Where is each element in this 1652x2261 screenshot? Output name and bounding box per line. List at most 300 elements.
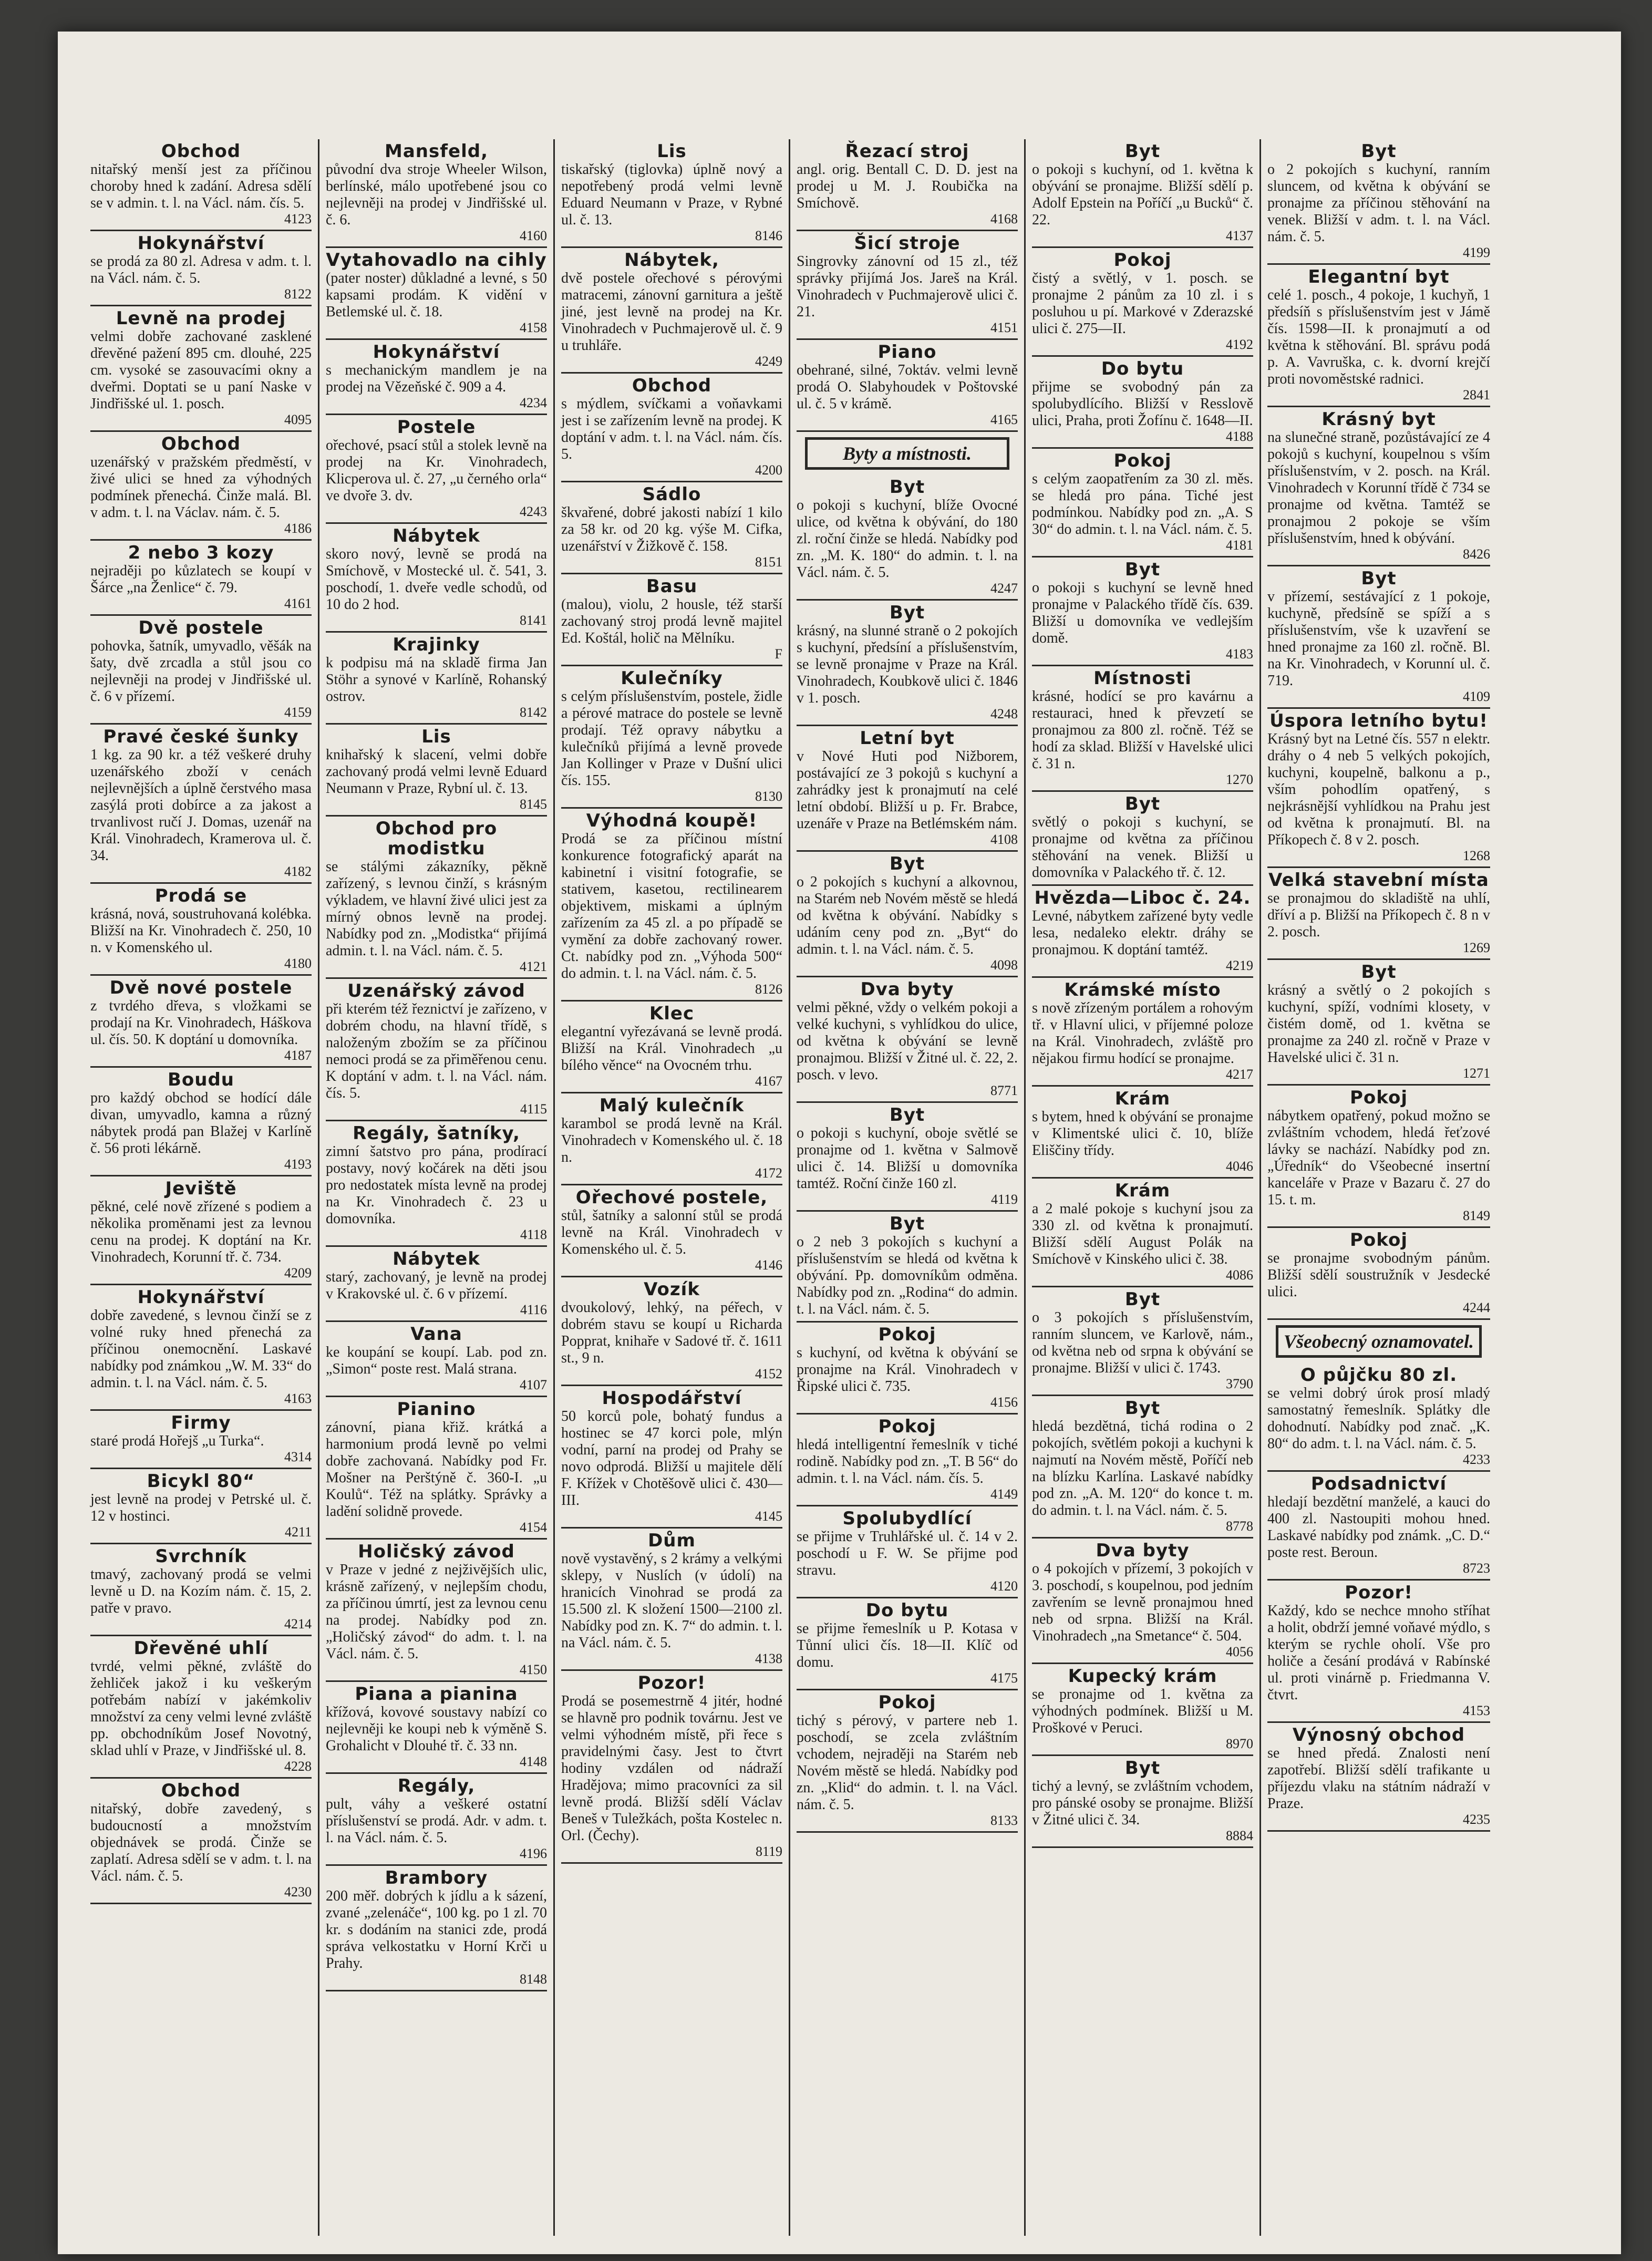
ad-heading: Kupecký krám (1068, 1666, 1217, 1687)
ad-number: 8884 (1226, 1828, 1253, 1843)
ad-text: velmi dobře zachované zasklené dřevěné pažení 895 cm. dlouhé, 225 cm. vysoké se zasouvacími okny a dveřmi. Doptati se u paní Naske v Jindřišské ul. 1. posch. (90, 328, 312, 412)
ad-heading: Obchod pro modistku (375, 818, 498, 859)
classified-ad (1032, 357, 1253, 449)
classified-ad (1267, 566, 1490, 709)
ad-heading: Dva byty (1096, 1540, 1190, 1561)
classified-ad (326, 248, 547, 340)
classified-ad (1032, 1664, 1253, 1756)
ad-text: o pokoji s kuchyní, od 1. května k obývání se pronajme. Bližší sdělí p. Adolf Epstein na Poříčí „u Bucků“ č. 22. (1032, 161, 1253, 228)
classified-ad (326, 979, 547, 1121)
ad-text: hledá bezdětná, tichá rodina o 2 pokojích, světlém pokoji a kuchyni k najmutí na Novém městě, Poříčí neb na blízku Karlína. Laskavé nabídky pod zn. „A. M. 120“ do konce t. m. do admin. t. l. na Václ. nám. č. 5. (1032, 1418, 1253, 1519)
ad-heading: Úspora letního bytu! (1269, 710, 1488, 731)
ad-number: 4121 (520, 959, 547, 974)
classified-ad (797, 726, 1018, 852)
ad-text: tichý a levný, se zvláštním vchodem, pro pánské osoby se pronajme. Bližší v Žitné ulici č. 34. (1032, 1778, 1253, 1828)
ad-text: elegantní vyřezávaná se levně prodá. Bližší na Král. Vinohradech „u bílého věnce“ na Ovocném trhu. (561, 1024, 782, 1073)
ad-text: křížová, kovové soustavy nabízí co nejlevněji ke koupi neb k výměně S. Grohalicht v Dlouhé tř. č. 33 nn. (326, 1704, 547, 1754)
ad-number: 8970 (1226, 1736, 1253, 1751)
ad-number: 4115 (520, 1101, 547, 1117)
ad-heading: Byt (1124, 1758, 1161, 1779)
ad-number: 4118 (520, 1227, 547, 1242)
classified-ad (1267, 868, 1490, 960)
ad-text: k podpisu má na skladě firma Jan Stöhr a synové v Karlíně, Rohanský ostrov. (326, 655, 547, 705)
ad-number: 4233 (1463, 1452, 1490, 1467)
classified-ad (797, 1690, 1018, 1833)
ad-heading: Pozor! (637, 1672, 706, 1694)
classified-ad (1032, 792, 1253, 886)
ad-heading: Hospodářství (602, 1388, 742, 1409)
ad-number: 4180 (284, 956, 312, 971)
ad-number: 8130 (755, 789, 782, 804)
ad-heading: Dvě nové postele (109, 977, 293, 998)
ad-number: 4056 (1226, 1644, 1253, 1659)
ad-heading: Levně na prodej (116, 308, 286, 329)
ad-heading: Byt (889, 602, 925, 623)
ad-number: 4235 (1463, 1812, 1490, 1827)
column-1 (84, 139, 319, 2236)
ad-heading: Nábytek (393, 1248, 480, 1269)
ad-heading: Holičský závod (358, 1541, 515, 1562)
ad-heading: Klec (649, 1003, 695, 1024)
ad-number: 4211 (284, 1524, 312, 1540)
ad-text: zimní šatstvo pro pána, prodírací postavy, nový kočárek na děti jsou pro nedostatek místa levně na prodej na Kr. Vinohradech č. 23 u domovníka. (326, 1143, 547, 1227)
ad-number: 4219 (1226, 958, 1253, 973)
ad-heading: Obchod (161, 141, 241, 162)
ad-text: se pronajme od 1. května za výhodných podmínek. Bližší u M. Proškové v Peruci. (1032, 1686, 1253, 1736)
ad-number: 4159 (284, 705, 312, 720)
ad-heading: Hokynářství (137, 1287, 265, 1308)
ad-text: se velmi dobrý úrok prosí mladý samostatný řemeslník. Splátky dle dohodnutí. Nabídky pod znač. „K. 80“ do adm. t. l. na Václ. nám. č. 5. (1267, 1385, 1490, 1452)
ad-number: 1270 (1226, 772, 1253, 787)
ad-number: 4200 (755, 462, 782, 478)
classified-ad (797, 1506, 1018, 1598)
ad-number: 4209 (284, 1265, 312, 1281)
ad-text: krásná, nová, soustruhovaná kolébka. Bližší na Kr. Vinohradech č. 250, 10 n. v Komenského ul. (90, 906, 312, 956)
classified-ad (1032, 886, 1253, 978)
ad-heading: Svrchník (155, 1546, 247, 1567)
column-2 (319, 139, 555, 2236)
ad-text: celé 1. posch., 4 pokoje, 1 kuchyň, 1 předsíň s příslušenstvím jest v Jámě čís. 1598—II. k pronajmutí a od května k stěhování. Bl. správu podá p. A. Vavruška, c. k. dvorní krejčí proti novoměstské radnici. (1267, 287, 1490, 387)
ad-number: 4145 (755, 1509, 782, 1524)
ad-heading: Byt (1124, 1398, 1161, 1419)
ad-number: 8426 (1463, 546, 1490, 562)
classified-ad (326, 1540, 547, 1682)
ad-text: pro každý obchod se hodící dále divan, umyvadlo, kamna a různý nábytek prodá pan Blažej v Karlíně č. 56 proti lékárně. (90, 1090, 312, 1157)
classified-ad (561, 1277, 782, 1386)
ad-number: 4181 (1226, 538, 1253, 553)
ad-number: 1271 (1463, 1066, 1490, 1081)
ad-heading: Prodá se (154, 885, 247, 906)
classified-ad (797, 1212, 1018, 1323)
ad-text: krásný a světlý o 2 pokojích s kuchyní, spíží, vodními klosety, v čistém domě, od 1. května se pronajme za 240 zl. ročně v Praze v Havelské ulici č. 31 n. (1267, 982, 1490, 1066)
ad-number: 8149 (1463, 1208, 1490, 1223)
ad-heading: Spolubydlící (842, 1508, 972, 1529)
classified-ad (326, 1397, 547, 1540)
ad-heading: Hokynářství (373, 342, 500, 363)
ad-heading: Obchod (632, 375, 712, 396)
ad-text: z tvrdého dřeva, s vložkami se prodají na Kr. Vinohradech, Háškova ul. čís. 50. K doptání u domovníka. (90, 998, 312, 1048)
ad-number: 4167 (755, 1073, 782, 1089)
classified-ad (326, 415, 547, 524)
ad-number: 4137 (1226, 228, 1253, 243)
ad-number: F (775, 646, 782, 662)
ad-heading: Sádlo (642, 484, 701, 505)
ad-text: obehrané, silné, 7oktáv. velmi levně prodá O. Slabyhoudek v Poštovské ul. č. 5 v krámě. (797, 362, 1018, 412)
ad-number: 4192 (1226, 337, 1253, 352)
classified-ad (1032, 557, 1253, 666)
classified-ad (326, 340, 547, 415)
ad-number: 8151 (755, 554, 782, 570)
ad-heading: Dvě postele (138, 617, 264, 638)
ad-text: nejraději po kůzlatech se koupí v Šárce „na Ženlice“ č. 79. (90, 563, 312, 596)
ad-heading: Elegantní byt (1308, 266, 1450, 287)
classified-ad (561, 1386, 782, 1529)
newspaper-page (58, 32, 1621, 2254)
ad-text: 1 kg. za 90 kr. a též veškeré druhy uzenářského zboží v cenách nejlevnějších a úplně čerstvého masa zasýlá proti dobírce a za jakost a trvanlivost ručí J. Domas, uzenář na Král. Vinohradech, Kramerova ul. č. 34. (90, 747, 312, 864)
classified-ad (1267, 265, 1490, 407)
ad-text: krásné, hodící se pro kavárnu a restauraci, hned k převzetí se pronajmou za 800 zl. ročně. Též se hodí za sklad. Bližší v Havelské ulici č. 31 n. (1032, 688, 1253, 772)
classified-ad (90, 231, 312, 306)
ad-number: 8723 (1463, 1561, 1490, 1576)
ad-text: skoro nový, levně se prodá na Smíchově, v Mostecké ul. č. 541, 3. poschodí, 1. dveře vedle schodů, od 10 do 2 hod. (326, 546, 547, 613)
ad-number: 4107 (520, 1377, 547, 1392)
classified-ad (561, 666, 782, 809)
ad-heading: Pravé české šunky (103, 726, 299, 747)
column-5 (1026, 139, 1261, 2236)
classified-ad (797, 475, 1018, 601)
ad-text: se prodá za 80 zl. Adresa v adm. t. l. na Václ. nám. č. 5. (90, 253, 312, 286)
ad-number: 4187 (284, 1048, 312, 1063)
ad-text: tmavý, zachovaný prodá se velmi levně u D. na Kozím nám. č. 15, 2. patře v pravo. (90, 1566, 312, 1616)
ad-number: 1268 (1463, 848, 1490, 863)
ad-text: se pronajme svobodným pánům. Bližší sdělí soustružník v Jesdecké ulici. (1267, 1250, 1490, 1300)
ad-heading: Nábytek (393, 525, 480, 546)
section-heading-box: Všeobecný oznamovatel. (1276, 1325, 1482, 1358)
ad-text: o 3 pokojích s příslušenstvím, ranním sluncem, ve Karlově, nám., od května neb od srpna k obývání se pronajme. Bližší v ulici č. 1743. (1032, 1309, 1253, 1376)
ad-text: pěkné, celé nově zřízené s podiem a několika proměnami jest za levnou cenu na prodej. K doptání na Kr. Vinohradech, Korunní tř. č. 734. (90, 1199, 312, 1265)
classified-ad (90, 1411, 312, 1469)
ad-number: 4116 (520, 1302, 547, 1317)
classified-ad (797, 852, 1018, 977)
ad-number: 4182 (284, 864, 312, 879)
ad-heading: Ořechové postele, (575, 1187, 768, 1208)
ad-heading: Brambory (385, 1867, 488, 1888)
ad-heading: Krásný byt (1321, 409, 1436, 430)
ad-number: 4214 (284, 1616, 312, 1632)
classified-ad (561, 374, 782, 482)
ad-text: ořechové, psací stůl a stolek levně na prodej na Kr. Vinohradech, Klicperova ul. č. 27, „u černého orla“ ve dvoře 3. dv. (326, 437, 547, 504)
ad-text: nábytkem opatřený, pokud možno se zvláštním vchodem, hledá řeťzové lávky se nachází. Nabídky pod zn. „Úředník“ do Všeobecné insertní kanceláře v Praze v Bazaru č. 27 do 15. t. m. (1267, 1108, 1490, 1208)
ad-number: 8148 (520, 1971, 547, 1987)
ad-heading: Nábytek, (624, 250, 719, 271)
ad-text: o pokoji s kuchyní se levně hned pronajme v Palackého třídě čís. 639. Bližší u domovníka ve vedlejším domě. (1032, 580, 1253, 646)
classified-ad (797, 601, 1018, 726)
classified-ad (797, 231, 1018, 340)
ad-heading: Pokoj (878, 1692, 936, 1713)
ad-text: se pronajmou do skladiště na uhlí, dříví a p. Bližší na Příkopech č. 8 n v 2. posch. (1267, 890, 1490, 940)
classified-ad (90, 1636, 312, 1779)
classified-columns (84, 139, 1592, 2236)
ad-heading: Byt (1124, 793, 1161, 814)
ad-heading: Piano (877, 342, 937, 363)
ad-text: ke koupání se koupí. Lab. pod zn. „Simon“ poste rest. Malá strana. (326, 1344, 547, 1377)
ad-text: o 4 pokojích v přízemí, 3 pokojích v 3. poschodí, s koupelnou, pod jedním zavřením se levně pronajmou hned neb od srpna. Bližší na Král. Vinohradech „na Smetance“ č. 504. (1032, 1561, 1253, 1644)
ad-number: 4151 (990, 320, 1018, 335)
ad-number: 4244 (1463, 1300, 1490, 1315)
ad-text: o pokoji s kuchyní, blíže Ovocné ulice, od května k obývání, do 180 zl. roční činže se hledá. Nabídky pod zn. „M. K. 180“ do admin. t. l. na Václ. nám. č. 5. (797, 497, 1018, 581)
ad-number: 4095 (284, 412, 312, 427)
ad-number: 4196 (520, 1846, 547, 1861)
classified-ad (90, 306, 312, 432)
ad-number: 4150 (520, 1662, 547, 1677)
ad-text: původní dva stroje Wheeler Wilson, berlínské, málo upotřebené jsou co nejlevněji na prodej v Jindřišské ul. č. 6. (326, 161, 547, 228)
ad-heading: Mansfeld, (385, 141, 488, 162)
classified-ad (90, 976, 312, 1068)
ad-text: 50 korců pole, bohatý fundus a hostinec se 47 korci pole, mlýn vodní, parní na prodej od Prahy se novo odprodá. Bližší u majitele dělí F. Křížek v Chotěšově ulici č. 430—III. (561, 1408, 782, 1509)
ad-text: s kuchyní, od května k obývání se pronajme na Král. Vinohradech v Řipské ulici č. 735. (797, 1345, 1018, 1395)
ad-heading: Krámské místo (1064, 979, 1221, 1000)
classified-ad (90, 1068, 312, 1176)
ad-number: 8126 (755, 982, 782, 997)
ad-number: 4175 (990, 1670, 1018, 1686)
ad-text: uzenářský v pražském předměstí, v živé ulici se hned za výhodných podmínek přenechá. Činže malá. Bl. v adm. t. l. na Václav. nám. č. 5. (90, 454, 312, 521)
ad-number: 4152 (755, 1366, 782, 1381)
ad-number: 4109 (1463, 689, 1490, 704)
ad-number: 4120 (990, 1578, 1018, 1594)
ad-number: 4160 (520, 228, 547, 243)
classified-ad (1032, 1087, 1253, 1179)
ad-heading: Krám (1114, 1180, 1171, 1201)
ad-heading: Vana (410, 1324, 462, 1345)
ad-text: karambol se prodá levně na Král. Vinohradech v Komenského ul. č. 18 n. (561, 1116, 782, 1165)
classified-ad (561, 809, 782, 1002)
ad-text: nitařský, dobře zavedený, s budoucností a množstvím objednávek se prodá. Činže se zaplatí. Adresa sdělí se v adm. t. l. na Václ. nám. č. 5. (90, 1801, 312, 1884)
ad-text: pult, váhy a veškeré ostatní příslušenství se prodá. Adr. v adm. t. l. na Václ. nám. č. 5. (326, 1796, 547, 1846)
classified-ad (326, 1121, 547, 1247)
ad-number: 4146 (755, 1257, 782, 1273)
ad-text: s mýdlem, svíčkami a voňavkami jest i se zařízením levně na prodej. K doptání v adm. t. l. na Václ. nám. čís. 5. (561, 396, 782, 462)
classified-ad (561, 1185, 782, 1277)
ad-number: 4188 (1226, 429, 1253, 444)
ad-number: 4154 (520, 1520, 547, 1535)
ad-number: 4217 (1226, 1067, 1253, 1082)
ad-text: hledají bezdětní manželé, a kauci do 400 zl. Nastoupiti mohou hned. Laskavé nabídky pod známk. „C. D.“ poste rest. Beroun. (1267, 1494, 1490, 1561)
ad-heading: Obchod (161, 1780, 241, 1801)
classified-ad (90, 884, 312, 976)
ad-heading: Řezací stroj (845, 141, 969, 162)
ad-text: stůl, šatníky a salonní stůl se prodá levně na Král. Vinohradech v Komenského ul. č. 5. (561, 1207, 782, 1257)
classified-ad (1032, 1539, 1253, 1664)
ad-text: se přijme v Truhlářské ul. č. 14 v 2. poschodí u F. W. Se přijme pod stravu. (797, 1529, 1018, 1578)
ad-number: 8146 (755, 228, 782, 243)
ad-number: 8133 (990, 1813, 1018, 1828)
ad-number: 3790 (1226, 1376, 1253, 1391)
classified-ad (326, 524, 547, 633)
ad-text: Prodá se za příčinou místní konkurence fotografický aparát na kabinetní i visitní fotografie, se stativem, kasetou, rectilinearem objektivem, miskami a úplným zařízením za 45 zl. a po případě se vymění za dobře zachovaný rower. Ct. nabídky pod zn. „Výhoda 500“ do admin. t. l. na Václ. nám. č. 5. (561, 831, 782, 982)
classified-ad (326, 1774, 547, 1866)
classified-ad (326, 139, 547, 248)
classified-ad (326, 725, 547, 817)
ad-heading: Výnosný obchod (1292, 1725, 1465, 1746)
ad-number: 4172 (755, 1165, 782, 1181)
ad-text: s mechanickým mandlem je na prodej na Vězeňské č. 909 a 4. (326, 362, 547, 395)
ad-text: tichý s pérový, v partere neb 1. poschodí, se zcela zvláštním vchodem, nejraději na Starém neb Novém městě se hledá. Nabídky pod zn. „Klid“ do admin. t. l. na Václ. nám. č. 5. (797, 1712, 1018, 1813)
ad-number: 4234 (520, 395, 547, 410)
classified-ad (90, 1176, 312, 1285)
classified-ad (561, 482, 782, 574)
classified-ad (90, 1469, 312, 1544)
classified-ad (326, 1247, 547, 1322)
ad-text: tiskařský (tiglovka) úplně nový a nepotřebený prodá velmi levně Eduard Neumann v Praze, v Rybné ul. č. 13. (561, 161, 782, 228)
ad-heading: Do bytu (1101, 358, 1184, 379)
ad-text: při kterém též řeznictví je zařízeno, v dobrém chodu, na hlavní třídě, s naloženým zbožím se za příčinou nemoci prodá se za přiměřenou cenu. K doptání v adm. t. l. na Václ. nám. čís. 5. (326, 1001, 547, 1101)
ad-number: 4098 (990, 957, 1018, 973)
ad-number: 4168 (990, 211, 1018, 226)
ad-number: 2841 (1463, 387, 1490, 402)
ad-text: nově vystavěný, s 2 krámy a velkými sklepy, v Nuslích (v údolí) na hranicích Vinohrad se prodá za 15.500 zl. K složení 1500—2100 zl. Nabídky pod zn. K. 7“ do admin. t. l. na Václ. nám. č. 5. (561, 1551, 782, 1651)
ad-heading: Pokoj (1350, 1087, 1408, 1108)
ad-number: 8142 (520, 705, 547, 720)
ad-heading: Kulečníky (621, 668, 723, 689)
ad-heading: Šicí stroje (854, 233, 961, 254)
ad-text: v Praze v jedné z nejživějších ulic, krásně zařízený, v nejlepším chodu, za příčinou úmrtí, jest za levnou cenu na prodej. Nabídky pod zn. „Holičský závod“ do adm. t. l. na Václ. nám. č. 5. (326, 1562, 547, 1662)
ad-heading: Dřevěné uhlí (133, 1638, 269, 1659)
ad-heading: Basu (646, 576, 698, 597)
ad-text: a 2 malé pokoje s kuchyní jsou za 330 zl. od května k pronajmutí. Bližší sdělí August Polák na Smíchově v Kinského ulici č. 38. (1032, 1201, 1253, 1267)
ad-text: hledá intelligentní řemeslník v tiché rodině. Nabídky pod zn. „T. B 56“ do admin. t. l. na Václ. nám. čís. 5. (797, 1437, 1018, 1486)
ad-heading: Hokynářství (137, 233, 265, 254)
ad-heading: Regály, šatníky, (353, 1123, 520, 1144)
classified-ad (1032, 978, 1253, 1087)
ad-text: na slunečné straně, pozůstávající ze 4 pokojů s kuchyní, koupelnou s vším příslušenstvím, v 2. posch. na Král. Vinohradech v Korunní třídě č 734 se pronajme od května. Tamtéž se pronajmou 2 pokoje se vším příslušenstvím, hned k obývání. (1267, 429, 1490, 546)
ad-text: pohovka, šatník, umyvadlo, věšák na šaty, dvě zrcadla a stůl jsou co nejlevněji na prodej v Jindřišské ul. č. 6 v přízemí. (90, 638, 312, 705)
column-4 (790, 139, 1026, 2236)
ad-number: 4123 (284, 211, 312, 226)
ad-heading: Byt (889, 1104, 925, 1126)
ad-heading: Vozík (644, 1279, 700, 1300)
ad-heading: Pokoj (1113, 250, 1172, 271)
ad-text: Každý, kdo se nechce mnoho stříhat a holit, obdrží jemné voňavé mýdlo, s kterým se rychle oholí. Vše pro holiče a česání prodává v Rabínské ul. proti vinárně p. Friedmanna V. čtvrt. (1267, 1603, 1490, 1703)
ad-number: 4153 (1463, 1703, 1490, 1718)
classified-ad (1032, 666, 1253, 792)
ad-text: Krásný byt na Letné čís. 557 n elektr. dráhy o 4 neb 5 velkých pokojích, kuchyni, koupelně, balkonu a p., vším pohodlím opatřený, s nejkrásnější vyhlídkou na Prahu jest od května k pronajmutí. Bl. na Příkopech č. 8 v 2. posch. (1267, 731, 1490, 848)
ad-heading: Hvězda—Liboc č. 24. (1034, 887, 1251, 908)
ad-text: Singrovky zánovní od 15 zl., též správky přijímá Jos. Jareš na Král. Vinohradech v Puchmajerově ulici č. 21. (797, 253, 1018, 320)
ad-text: se přijme řemeslník u P. Kotasa v Tůnní ulici čís. 18—II. Klíč od domu. (797, 1620, 1018, 1670)
ad-text: staré prodá Hořejš „u Turka“. (90, 1433, 264, 1449)
ad-text: Prodá se posemestrně 4 jitér, hodné se hlavně pro podnik továrnu. Jest ve velmi výhodném místě, při řece s pravidelnými časy. Jest to čtvrt hodiny vzdálen od nádraží Hradějova; mimo pracovníci za sil levně prodá. Bližší sdělí Václav Beneš v Tuležkách, pošta Kostelec n. Orl. (Čechy). (561, 1693, 782, 1844)
ad-heading: Podsadnictví (1310, 1473, 1447, 1494)
ad-number: 4183 (1226, 646, 1253, 662)
ad-text: v přízemí, sestávající z 1 pokoje, kuchyně, předsíně se spíží a s příslušenstvím, vše k uzavření se hned pronajme za 160 zl. ročně. Bl. na Kr. Vinohradech, v Korunní ul. č. 719. (1267, 589, 1490, 689)
classified-ad (561, 574, 782, 666)
classified-ad (1267, 1723, 1490, 1832)
classified-ad (797, 1598, 1018, 1690)
ad-heading: Jeviště (165, 1178, 237, 1199)
classified-ad (1032, 1756, 1253, 1848)
ad-heading: Obchod (161, 433, 241, 455)
ad-text: o 2 pokojích s kuchyní a alkovnou, na Starém neb Novém městě se hledá od května k obývání. Nabídky s udáním ceny pod zn. „Byt“ do admin. t. l. na Václ. nám. č. 5. (797, 874, 1018, 957)
ad-heading: Velká stavební místa (1268, 870, 1489, 891)
ad-heading: Firmy (171, 1412, 231, 1433)
classified-ad (797, 1415, 1018, 1506)
classified-ad (1032, 1179, 1253, 1287)
ad-number: 4161 (284, 596, 312, 611)
classified-ad (326, 1322, 547, 1397)
ad-number: 4247 (990, 581, 1018, 596)
ad-text: o 2 pokojích s kuchyní, ranním sluncem, od května k obývání se pronajme za příčinou stěhování na venek. Bližší v adm. t. l. na Václ. nám. č. 5. (1267, 161, 1490, 245)
ad-heading: Byt (1361, 568, 1397, 589)
ad-text: 200 měř. dobrých k jídlu a k sázení, zvané „zelenáče“, 100 kg. po 1 zl. 70 kr. s dodáním na stanici zde, prodá správa velkostatku v Horní Krči u Prahy. (326, 1888, 547, 1971)
ad-number: 4163 (284, 1391, 312, 1406)
ad-text: přijme se svobodný pán za spolubydlícího. Bližší v Resslově ulici, Praha, proti Žofínu č. 1648—II. (1032, 379, 1253, 429)
ad-text: krásný, na slunné straně o 2 pokojích s kuchyní, předsíní a příslušenstvím, se levně pronajme v Praze na Král. Vinohradech, Koubkově ulici č. 1846 v 1. posch. (797, 623, 1018, 706)
ad-heading: Pianino (397, 1399, 476, 1420)
ad-heading: Výhodná koupě! (586, 810, 758, 831)
classified-ad (90, 541, 312, 616)
ad-heading: Krám (1114, 1088, 1171, 1109)
classified-ad (561, 248, 782, 374)
column-6 (1261, 139, 1496, 2236)
classified-ad (326, 633, 547, 725)
classified-ad (90, 1779, 312, 1904)
ad-number: 1269 (1463, 940, 1490, 955)
ad-heading: Boudu (167, 1069, 235, 1090)
ad-text: zánovní, piana křiž. krátká a harmonium prodá levně po velmi dobře zachovaná. Nabídky pod Fr. Mošner na Perštýně č. 360-I. „u Koulů“. Též na splátky. Správky a ladění solidně provede. (326, 1419, 547, 1520)
ad-number: 4199 (1463, 245, 1490, 260)
classified-ad (797, 1323, 1018, 1415)
classified-ad (1267, 1086, 1490, 1228)
ad-heading: 2 nebo 3 kozy (128, 542, 274, 563)
classified-ad (90, 616, 312, 725)
ad-number: 4086 (1226, 1267, 1253, 1283)
ad-number: 8122 (284, 286, 312, 302)
ad-number: 4165 (990, 412, 1018, 427)
ad-number: 4138 (755, 1651, 782, 1666)
classified-ad (1267, 139, 1490, 265)
ad-text: Levné, nábytkem zařízené byty vedle lesa, nedaleko elektr. dráhy se pronajmou. K doptání tamtéž. (1032, 908, 1253, 958)
ad-heading: Pokoj (878, 1416, 936, 1437)
ad-heading: Byt (1124, 559, 1161, 580)
ad-text: tvrdé, velmi pěkné, zvláště do žehliček jakož i ku veškerým potřebám nabízí v jakémkoliv množství za ceny velmi levné zvláště pp. obchodníkům Josef Novotný, sklad uhlí v Praze, v Jindřišské ul. 8. (90, 1658, 312, 1759)
ad-text: s nově zřízeným portálem a rohovým tř. v Hlavní ulici, v příjemné poloze na Král. Vinohradech, zvláště pro nějakou firmu hodící se pronajme. (1032, 1000, 1253, 1067)
ad-number: 4248 (990, 706, 1018, 721)
classified-ad (90, 725, 312, 884)
ad-heading: Byt (889, 477, 925, 498)
classified-ad (90, 139, 312, 231)
classified-ad (561, 1671, 782, 1864)
ad-heading: Postele (397, 417, 476, 438)
ad-number: 4314 (284, 1449, 312, 1464)
ad-number: 4249 (755, 354, 782, 369)
ad-heading: Byt (1124, 141, 1161, 162)
ad-number: 4046 (1226, 1159, 1253, 1174)
classified-ad (1032, 449, 1253, 557)
ad-text: nitařský menší jest za příčinou choroby hned k zadání. Adresa sdělí se v admin. t. l. na Václ. nám. čís. 5. (90, 161, 312, 211)
ad-text: jest levně na prodej v Petrské ul. č. 12 v hostinci. (90, 1491, 312, 1524)
ad-heading: Piana a pianina (355, 1684, 518, 1705)
ad-text: s bytem, hned k obývání se pronajme v Klimentské ulici č. 10, blíže Eliščiny třídy. (1032, 1109, 1253, 1159)
ad-number: 4108 (990, 832, 1018, 847)
classified-ad (1267, 1472, 1490, 1581)
ad-text: o pokoji s kuchyní, oboje světlé se pronajme od 1. května v Salmově ulici č. 14. Bližší u domovníka tamtéž. Roční činže 160 zl. (797, 1125, 1018, 1192)
ad-heading: Byt (1361, 962, 1397, 983)
ad-number: 4228 (284, 1759, 312, 1774)
ad-number: 4158 (520, 320, 547, 335)
ad-text: světlý o pokoji s kuchyní, se pronajme od května za příčinou stěhování na venek. Bližší u domovníka v Palackého tř. č. 12. (1032, 814, 1253, 881)
classified-ad (90, 1544, 312, 1636)
ad-heading: Letní byt (860, 728, 955, 749)
